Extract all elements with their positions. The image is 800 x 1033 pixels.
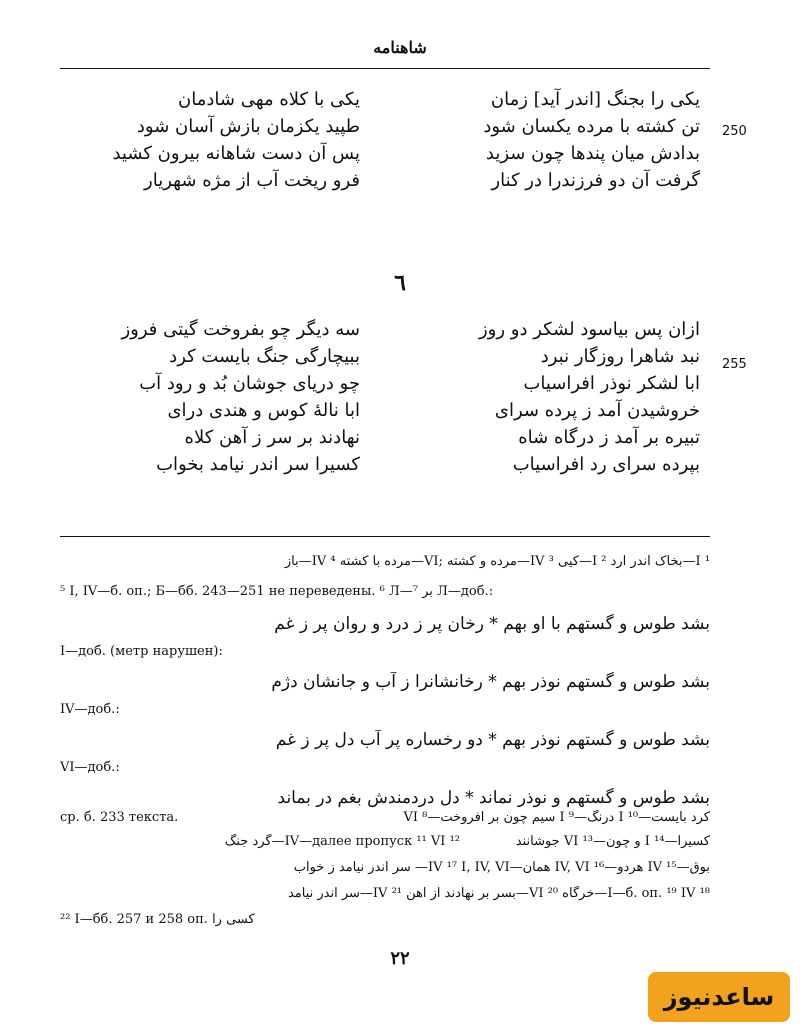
footnote-line: ¹ I—بخاک آندر آرد ² I—کیی ³ IV—مرده و کشته ;VI—مرده با کشته ⁴ IV—باز (284, 554, 710, 569)
verse-hemistich: بپرده سرای رد افراسیاب (512, 454, 700, 475)
page-number: ٢٢ (390, 948, 410, 969)
verse-hemistich: طپید یکزمان بازش آسان شود (136, 116, 360, 137)
footnote-verse: بشد طوس و گستهم با او بهم * رخان پر ز درد و روان پر ز غم (274, 614, 710, 634)
footnote-verse: بشد طوس و گستهم نوذر بهم * دو رخساره پر آب دل پر ز غم (275, 730, 710, 750)
footnote-line: کرد بایست—I ¹⁰ درنگ—I ⁹ سیم چون بر افروخت—VI ⁸ (403, 810, 710, 825)
footnote-line: ср. б. 233 текста. (60, 810, 179, 825)
verse-hemistich: یکی را بجنگ [اندر آید] زمان (490, 89, 700, 110)
verse-hemistich: گرفت آن دو فرزندرا در کنار (491, 170, 700, 191)
footnote-verse: بشد طوس و گستهم و نوذر نماند * دل دردمندش بغم در بماند (277, 788, 710, 808)
footnote-line: ⁵ I, IV—б. оп.; Б—бб. 243—251 не переведены. ⁶ Л—بر ⁷ Л—доб.: (60, 584, 494, 599)
verse-hemistich: نبد شاهرا روزگار نبرد (540, 346, 700, 367)
section-number: ٦ (394, 270, 406, 296)
verse-hemistich: بدادش میان پندها چون سزید (485, 143, 700, 164)
footnote-line: VI—доб.: (60, 760, 120, 775)
critical-apparatus (60, 548, 710, 938)
verse-hemistich: ابا لشکر نوذر افراسیاب (523, 373, 700, 394)
footnote-line: کسیرا—I ¹⁴ و چون—VI ¹³ جوشانند (515, 834, 710, 849)
verse-hemistich: یکی با کلاه مهی شادمان (178, 89, 360, 110)
footnote-line: I—доб. (метр нарушен): (60, 644, 223, 659)
stanza1-left-hemistichs (60, 86, 360, 194)
verse-hemistich: کسیرا سر اندر نیامد بخواب (156, 454, 360, 475)
verse-hemistich: ازان پس بیاسود لشکر دو روز (478, 319, 700, 340)
verse-hemistich: فرو ریخت آب از مژه شهریار (144, 170, 360, 191)
footnote-line: ²² I—бб. 257 и 258 оп. کسی را (60, 912, 255, 927)
footnote-verse: بشد طوس و گستهم نوذر بهم * رخانشانرا ز آب و جانشان دژم (271, 672, 710, 692)
footnote-line: IV—доб.: (60, 702, 120, 717)
header-rule (60, 68, 710, 69)
footnote-line: ¹² IV—далее пропуск ¹¹ VI—گرد جنگ (224, 834, 460, 849)
watermark-logo: ساعدنیوز (648, 972, 790, 1022)
stanza2-right-hemistichs (400, 316, 700, 478)
verse-hemistich: تن کشته با مرده یکسان شود (483, 116, 700, 137)
verse-hemistich: پس آن دست شاهانه بیرون کشید (112, 143, 360, 164)
verse-hemistich: ابا نالهٔ کوس و هندی درای (167, 400, 360, 421)
footnote-line: بوق—IV ¹⁵ هردو—IV, VI ¹⁶ همان—IV ¹⁷ I, IV, VI— سر اندر نیامد ز خواب (293, 860, 710, 875)
line-number: 255 (722, 357, 747, 372)
stanza1-right-hemistichs (400, 86, 700, 194)
verse-hemistich: سه دیگر چو بفروخت گیتی فروز (121, 319, 360, 340)
footnote-rule (60, 536, 710, 537)
verse-hemistich: تبیره بر آمد ز درگاه شاه (518, 427, 700, 448)
verse-hemistich: نهادند بر سر ز آهن کلاه (184, 427, 360, 448)
line-number: 250 (722, 124, 747, 139)
verse-hemistich: چو دریای جوشان بُد و رود آب (139, 373, 360, 394)
footnote-line: ¹⁸ I—б. оп. ¹⁹ IV—خرگاه ²⁰ VI—بسر بر نهادند از آهن ²¹ IV—سر اندر نیامد (287, 886, 710, 901)
verse-hemistich: خروشیدن آمد ز پرده سرای (494, 400, 700, 421)
stanza2-left-hemistichs (60, 316, 360, 478)
verse-hemistich: ببیچارگی جنگ بایست کرد (169, 346, 360, 367)
running-header: شاهنامه (373, 38, 427, 57)
